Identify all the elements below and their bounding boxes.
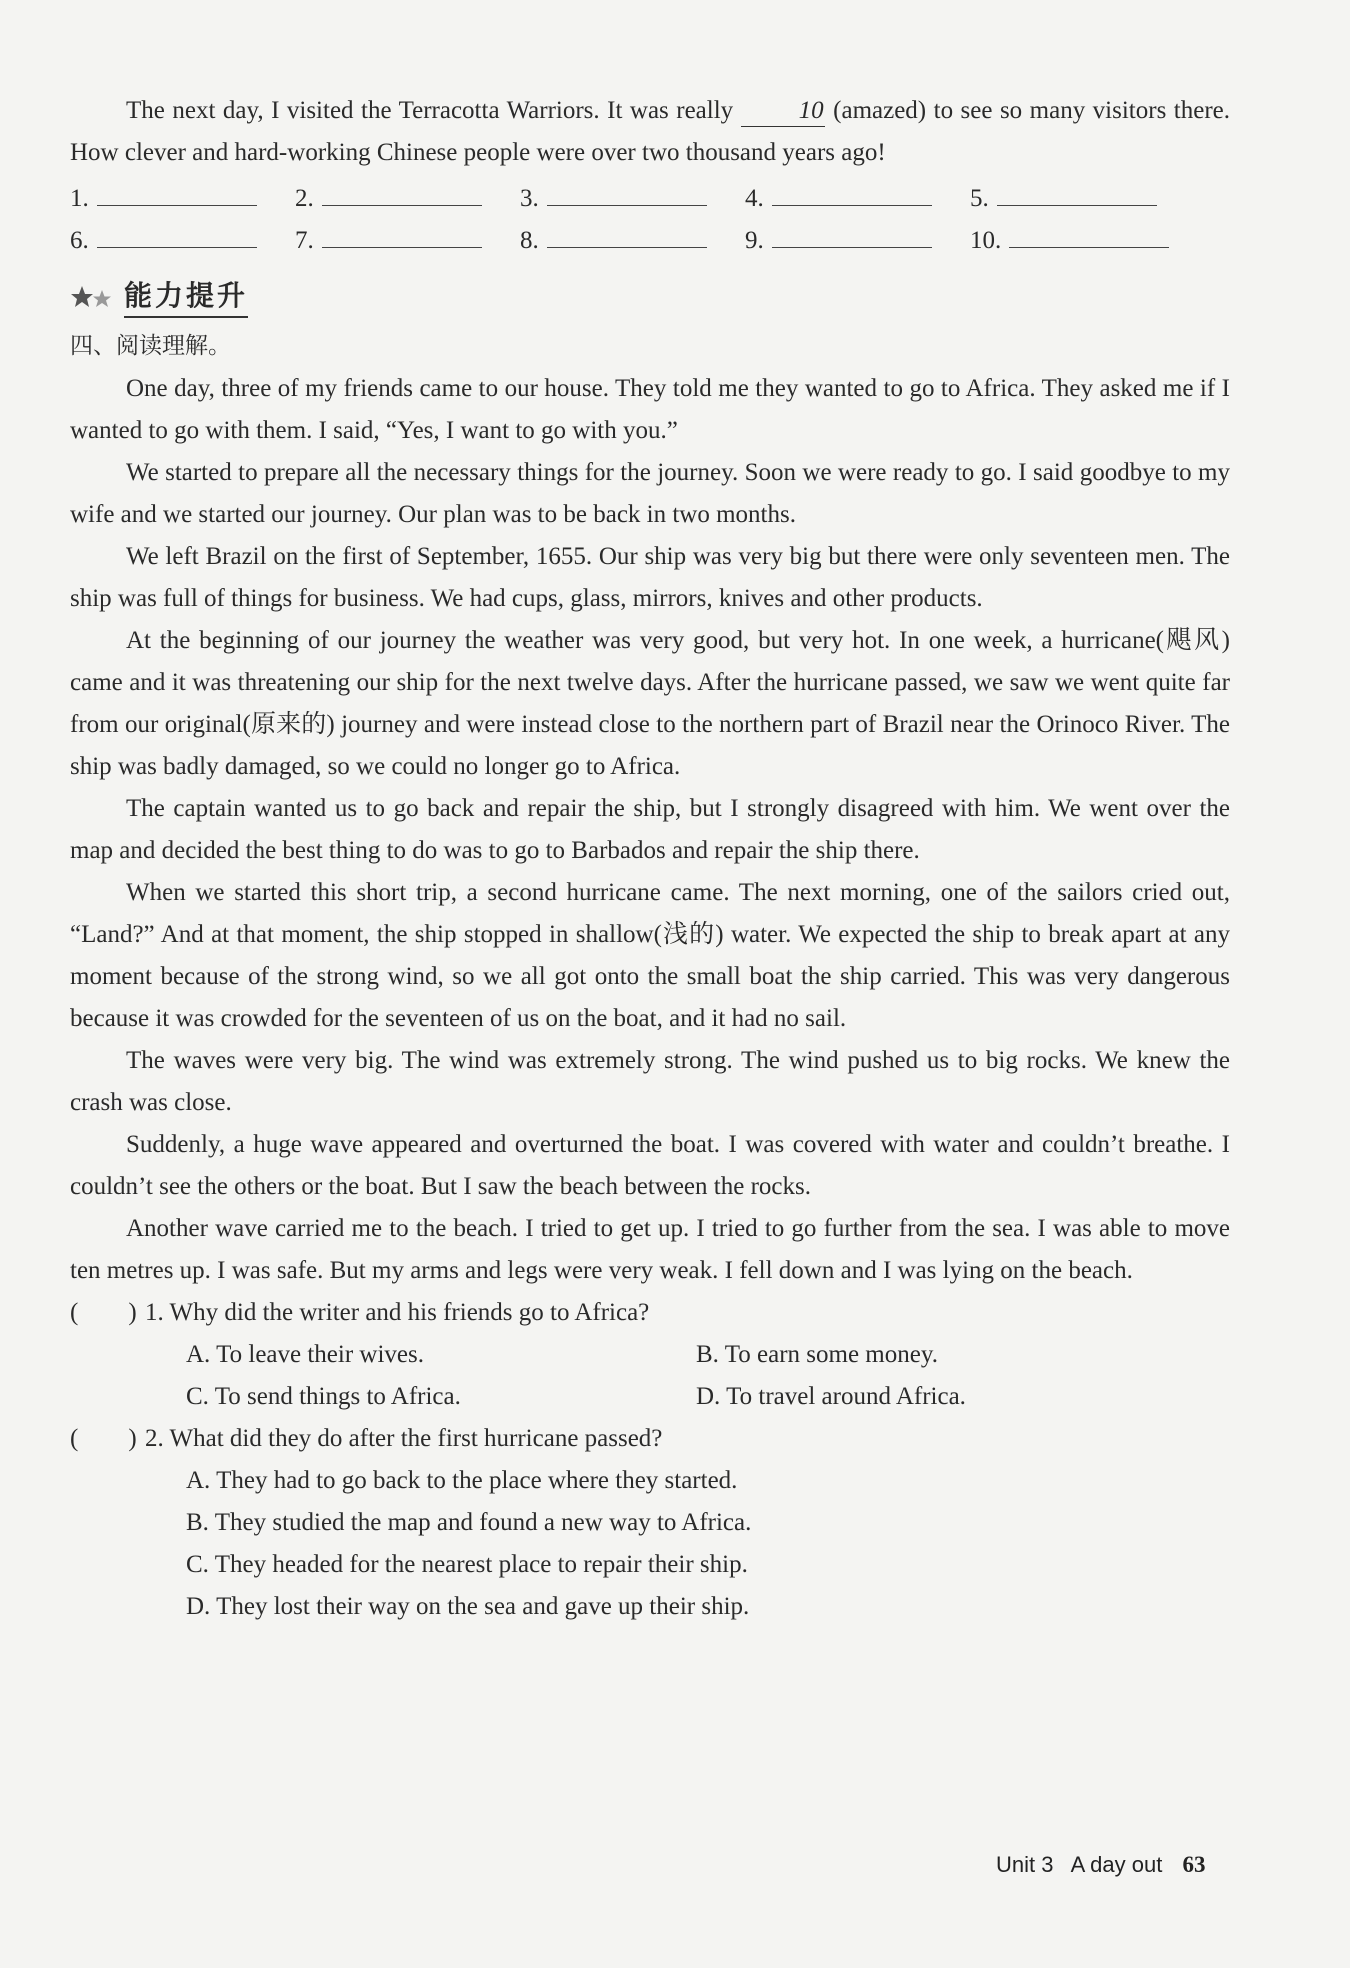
- answer-number: 7.: [295, 227, 314, 254]
- story-paragraph: We started to prepare all the necessary things for the journey. Soon we were ready to go. I said goodbye to my wife and we started our journey. Our plan was to be back in two months.: [70, 459, 1230, 528]
- answer-number: 8.: [520, 227, 539, 254]
- section-subtitle: 四、阅读理解。: [70, 333, 231, 359]
- option-b[interactable]: B. To earn some money.: [696, 1341, 938, 1368]
- answer-line[interactable]: [772, 179, 932, 206]
- answer-blank-10[interactable]: 10: [741, 96, 825, 127]
- answer-lines: [70, 178, 1230, 262]
- answer-line[interactable]: [97, 221, 257, 248]
- question-2: [70, 1418, 1230, 1628]
- intro-text-before: The next day, I visited the Terracotta Warriors. It was really: [126, 97, 734, 124]
- answer-item: [295, 220, 520, 262]
- answer-item: [970, 178, 1195, 220]
- intro-text-after: (amazed) to see so many visitors there. How clever and hard-working Chinese people were over two thousand years ago!: [70, 97, 1230, 166]
- answer-line[interactable]: [322, 221, 482, 248]
- story-paragraph: When we started this short trip, a second hurricane came. The next morning, one of the sailors cried out, “Land?” And at that moment, the ship stopped in shallow(浅的) water. We expected the ship to break apart at any moment because of the strong wind, so we all got onto the small boat the ship carried. This was very dangerous because it was crowded for the seventeen of us on the boat, and it had no sail.: [70, 879, 1230, 1032]
- option-c[interactable]: C. They headed for the nearest place to repair their ship.: [186, 1551, 748, 1578]
- answer-item: [520, 178, 745, 220]
- question-text: 1. Why did the writer and his friends go to Africa?: [145, 1299, 650, 1326]
- answer-item: [520, 220, 745, 262]
- options-row: [70, 1376, 1230, 1418]
- answer-item: [70, 220, 295, 262]
- answer-row-2: [70, 220, 1230, 262]
- answer-line[interactable]: [547, 221, 707, 248]
- option-c[interactable]: C. To send things to Africa.: [186, 1383, 461, 1410]
- answer-number: 2.: [295, 185, 314, 212]
- story-paragraph: The waves were very big. The wind was extremely strong. The wind pushed us to big rocks. We knew the crash was close.: [70, 1047, 1230, 1116]
- question-1: [70, 1292, 1230, 1418]
- answer-line[interactable]: [1009, 221, 1169, 248]
- question-stem: [70, 1292, 1230, 1334]
- answer-bracket[interactable]: ( ): [70, 1299, 137, 1326]
- footer-title: A day out: [1070, 1852, 1163, 1877]
- answer-line[interactable]: [547, 179, 707, 206]
- section-title: 能力提升: [124, 274, 248, 318]
- option-b[interactable]: B. They studied the map and found a new way to Africa.: [186, 1509, 752, 1536]
- story-paragraph: We left Brazil on the first of September, 1655. Our ship was very big but there were only seventeen men. The ship was full of things for business. We had cups, glass, mirrors, knives and other products.: [70, 543, 1230, 612]
- option-d[interactable]: D. To travel around Africa.: [696, 1383, 966, 1410]
- story-paragraph: Another wave carried me to the beach. I tried to get up. I tried to go further from the sea. I was able to move ten metres up. I was safe. But my arms and legs were very weak. I fell down and I was lying on the beach.: [70, 1215, 1230, 1284]
- page-footer: [996, 1852, 1205, 1878]
- section-banner: [70, 270, 1230, 322]
- page-content: [70, 90, 1230, 1628]
- option-a[interactable]: A. They had to go back to the place where they started.: [186, 1467, 738, 1494]
- answer-number: 3.: [520, 185, 539, 212]
- answer-line[interactable]: [322, 179, 482, 206]
- option-a[interactable]: A. To leave their wives.: [186, 1341, 425, 1368]
- answer-number: 5.: [970, 185, 989, 212]
- footer-unit: Unit 3: [996, 1852, 1054, 1877]
- story-paragraph: Suddenly, a huge wave appeared and overturned the boat. I was covered with water and couldn’t breathe. I couldn’t see the others or the boat. But I saw the beach between the rocks.: [70, 1131, 1230, 1200]
- answer-item: [295, 178, 520, 220]
- answer-line[interactable]: [772, 221, 932, 248]
- answer-item: [70, 178, 295, 220]
- answer-line[interactable]: [97, 179, 257, 206]
- question-stem: [70, 1418, 1230, 1460]
- answer-number: 6.: [70, 227, 89, 254]
- answer-line[interactable]: [997, 179, 1157, 206]
- option-d[interactable]: D. They lost their way on the sea and gave up their ship.: [186, 1593, 750, 1620]
- stars-icon: [70, 284, 118, 310]
- story-paragraph: The captain wanted us to go back and repair the ship, but I strongly disagreed with him. We went over the map and decided the best thing to do was to go to Barbados and repair the ship there.: [70, 795, 1230, 864]
- intro-paragraph: [70, 90, 1230, 174]
- options-row: [70, 1334, 1230, 1376]
- story-paragraph: At the beginning of our journey the weather was very good, but very hot. In one week, a hurricane(飓风) came and it was threatening our ship for the next twelve days. After the hurricane passed, we saw we went quite far from our original(原来的) journey and were instead close to the northern part of Brazil near the Orinoco River. The ship was badly damaged, so we could no longer go to Africa.: [70, 627, 1230, 780]
- answer-number: 10.: [970, 227, 1002, 254]
- answer-item: [970, 220, 1195, 262]
- answer-item: [745, 220, 970, 262]
- answer-bracket[interactable]: ( ): [70, 1425, 137, 1452]
- answer-item: [745, 178, 970, 220]
- answer-number: 4.: [745, 185, 764, 212]
- page-number: 63: [1182, 1852, 1206, 1877]
- answer-row-1: [70, 178, 1230, 220]
- answer-number: 1.: [70, 185, 89, 212]
- question-text: 2. What did they do after the first hurricane passed?: [145, 1425, 663, 1452]
- story-paragraph: One day, three of my friends came to our house. They told me they wanted to go to Africa. They asked me if I wanted to go with them. I said, “Yes, I want to go with you.”: [70, 375, 1230, 444]
- answer-number: 9.: [745, 227, 764, 254]
